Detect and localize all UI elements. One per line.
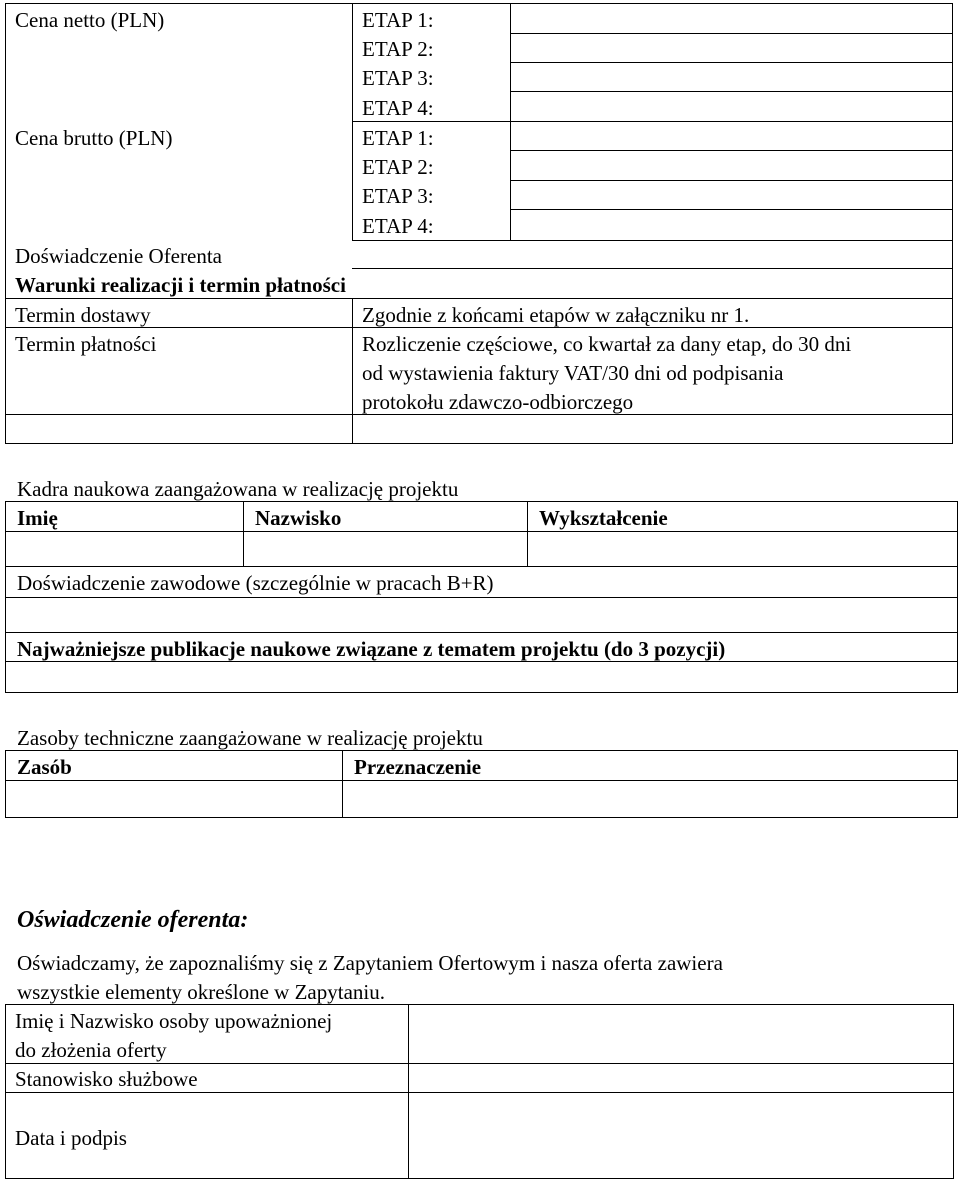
col-education: Wykształcenie: [539, 506, 668, 530]
statement-line-1: Oświadczamy, że zapoznaliśmy się z Zapytaniem Ofertowym i nasza oferta zawiera: [17, 951, 723, 975]
authorized-person-label-1: Imię i Nazwisko osoby upoważnionej: [15, 1009, 333, 1033]
resource-input-cell[interactable]: [7, 782, 341, 817]
gross-stage-4: ETAP 4:: [362, 214, 434, 238]
education-input-cell[interactable]: [529, 533, 956, 565]
gross-stage-3: ETAP 3:: [362, 184, 434, 208]
surname-input-cell[interactable]: [245, 533, 526, 565]
payment-line-3: protokołu zdawczo-odbiorczego: [362, 390, 634, 414]
col-resource: Zasób: [17, 755, 72, 779]
staff-heading: Kadra naukowa zaangażowana w realizację projektu: [17, 477, 459, 501]
date-signature-input-cell[interactable]: [410, 1094, 952, 1177]
net-stage-1: ETAP 1:: [362, 8, 434, 32]
payment-line-2: od wystawienia faktury VAT/30 dni od podpisania: [362, 361, 784, 385]
payment-label: Termin płatności: [15, 332, 157, 356]
publications-heading: Najważniejsze publikacje naukowe związane z tematem projektu (do 3 pozycji): [17, 637, 726, 661]
gross-stage-1: ETAP 1:: [362, 126, 434, 150]
professional-experience-heading: Doświadczenie zawodowe (szczególnie w pracach B+R): [17, 571, 494, 595]
position-input-cell[interactable]: [410, 1065, 952, 1091]
net-stage-2: ETAP 2:: [362, 37, 434, 61]
net-stage-3: ETAP 3:: [362, 66, 434, 90]
col-surname: Nazwisko: [255, 506, 342, 530]
payment-line-1: Rozliczenie częściowe, co kwartał za dany etap, do 30 dni: [362, 332, 852, 356]
net-stage-4: ETAP 4:: [362, 96, 434, 120]
date-signature-label: Data i podpis: [15, 1126, 127, 1150]
position-label: Stanowisko służbowe: [15, 1067, 198, 1091]
conditions-heading: Warunki realizacji i termin płatności: [15, 273, 346, 297]
statement-heading: Oświadczenie oferenta:: [17, 907, 249, 933]
name-input-cell[interactable]: [7, 533, 242, 565]
publications-input-cell[interactable]: [7, 663, 956, 692]
resources-heading: Zasoby techniczne zaangażowane w realizację projektu: [17, 726, 483, 750]
net-price-label: Cena netto (PLN): [15, 8, 165, 32]
delivery-label: Termin dostawy: [15, 303, 151, 327]
gross-price-label: Cena brutto (PLN): [15, 126, 173, 150]
authorized-person-label-2: do złożenia oferty: [15, 1038, 167, 1062]
col-name: Imię: [17, 506, 58, 530]
statement-line-2: wszystkie elementy określone w Zapytaniu.: [17, 980, 385, 1004]
experience-label: Doświadczenie Oferenta: [15, 244, 222, 268]
delivery-value: Zgodnie z końcami etapów w załączniku nr 1.: [362, 303, 750, 327]
authorized-person-input-cell[interactable]: [410, 1006, 952, 1062]
purpose-input-cell[interactable]: [344, 782, 956, 817]
gross-stage-2: ETAP 2:: [362, 155, 434, 179]
experience-input-cell[interactable]: [7, 599, 956, 631]
col-purpose: Przeznaczenie: [354, 755, 482, 779]
